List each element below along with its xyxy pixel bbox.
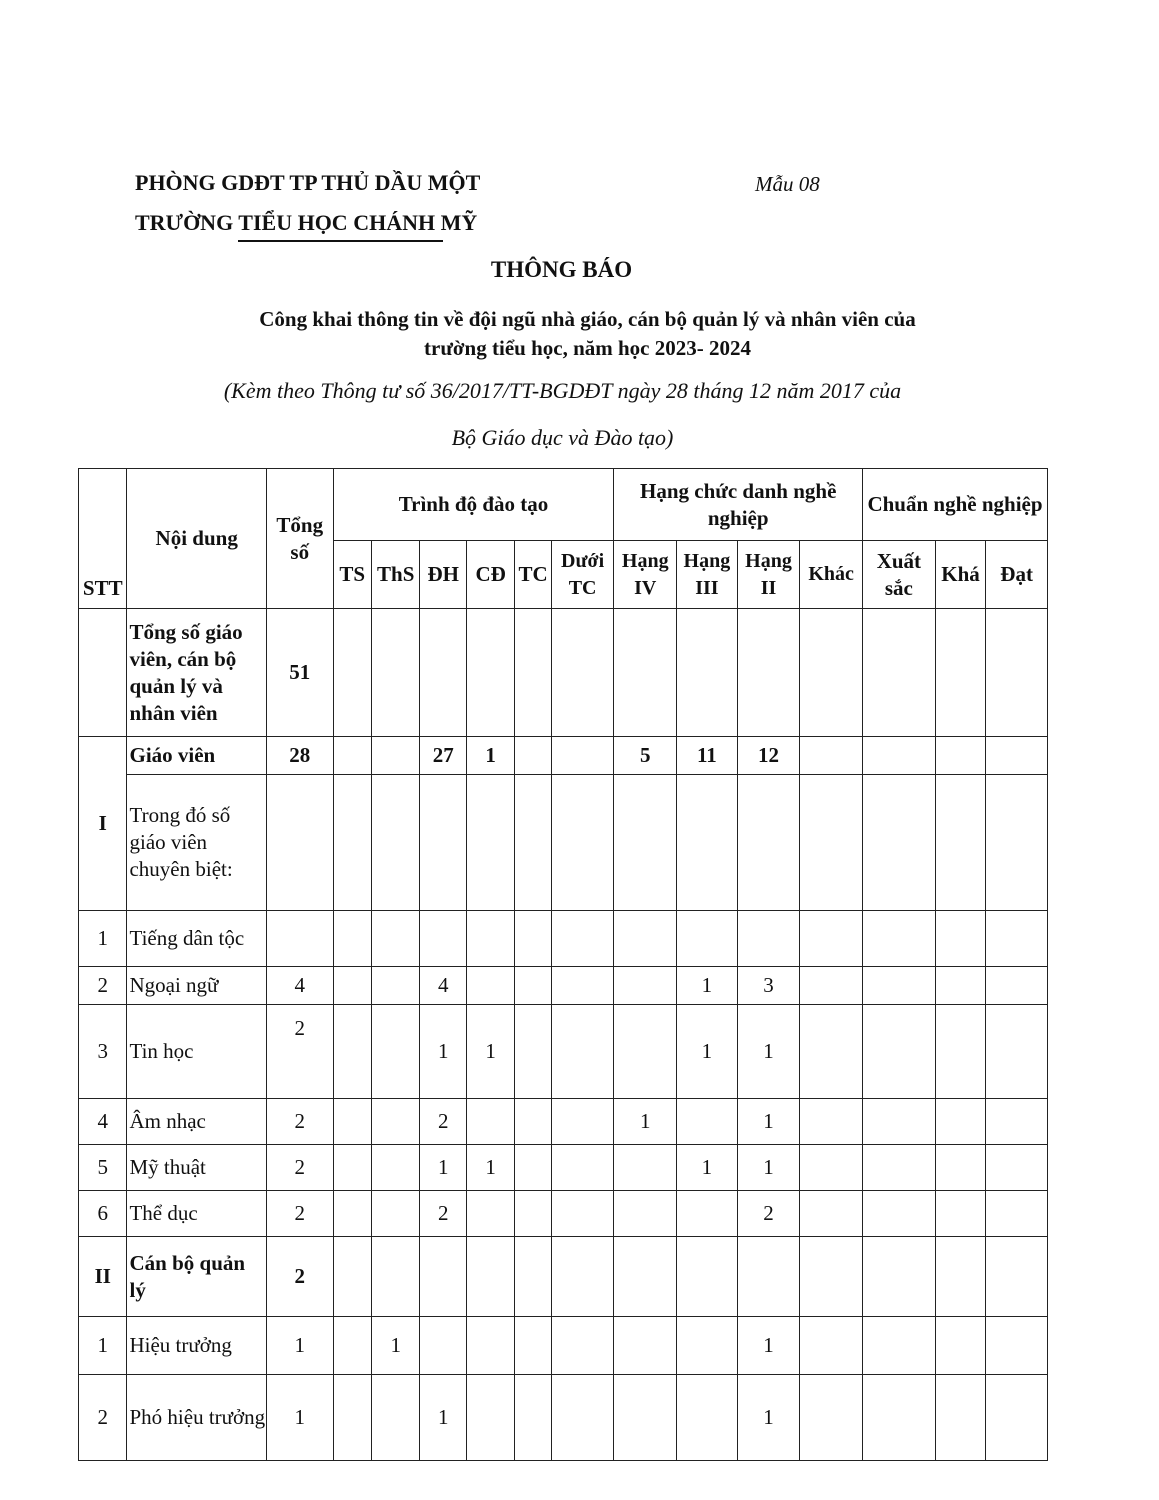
staff-table-body	[79, 609, 1048, 1461]
cell-hang-iv	[614, 1237, 677, 1317]
cell-tc	[515, 1145, 551, 1191]
cell-xuat-sac	[863, 775, 936, 911]
cell-dh: 27	[420, 737, 466, 775]
cell-ths	[371, 967, 419, 1005]
cell-total: 1	[266, 1317, 333, 1375]
header-training: Trình độ đào tạo	[333, 469, 614, 541]
cell-ths	[371, 609, 419, 737]
cell-duoi-tc	[551, 737, 614, 775]
cell-xuat-sac	[863, 967, 936, 1005]
cell-khac	[800, 1099, 863, 1145]
cell-xuat-sac	[863, 1237, 936, 1317]
cell-ts	[333, 911, 371, 967]
cell-ths: 1	[371, 1317, 419, 1375]
header-stt: STT	[79, 469, 127, 609]
cell-kha	[935, 1191, 986, 1237]
cell-hang-ii: 12	[737, 737, 800, 775]
cell-duoi-tc	[551, 1375, 614, 1461]
cell-kha	[935, 1145, 986, 1191]
cell-hang-iv	[614, 1145, 677, 1191]
cell-stt: 4	[79, 1099, 127, 1145]
cell-content: Phó hiệu trưởng	[127, 1375, 266, 1461]
header-rank: Hạng chức danh nghề nghiệp	[614, 469, 863, 541]
header-standard: Chuẩn nghề nghiệp	[863, 469, 1048, 541]
cell-dh: 4	[420, 967, 466, 1005]
cell-cd	[466, 1191, 514, 1237]
cell-hang-iii: 1	[677, 967, 738, 1005]
header-xuat-sac: Xuất sắc	[863, 541, 936, 609]
cell-ts	[333, 1005, 371, 1099]
cell-cd: 1	[466, 1145, 514, 1191]
cell-duoi-tc	[551, 1005, 614, 1099]
cell-ts	[333, 1237, 371, 1317]
cell-dh	[420, 911, 466, 967]
table-row	[79, 609, 1048, 737]
cell-khac	[800, 1145, 863, 1191]
cell-hang-iv	[614, 609, 677, 737]
cell-hang-iv	[614, 1375, 677, 1461]
header-content: Nội dung	[127, 469, 266, 609]
cell-stt: 2	[79, 1375, 127, 1461]
cell-khac	[800, 967, 863, 1005]
cell-hang-iv: 5	[614, 737, 677, 775]
cell-stt: 1	[79, 911, 127, 967]
header-khac: Khác	[800, 541, 863, 609]
cell-tc	[515, 737, 551, 775]
cell-ts	[333, 775, 371, 911]
cell-dh: 2	[420, 1099, 466, 1145]
cell-total: 2	[266, 1191, 333, 1237]
cell-xuat-sac	[863, 609, 936, 737]
subtitle-line-2: trường tiểu học, năm học 2023- 2024	[424, 336, 751, 360]
cell-duoi-tc	[551, 1191, 614, 1237]
cell-total: 2	[266, 1099, 333, 1145]
cell-kha	[935, 1005, 986, 1099]
cell-kha	[935, 967, 986, 1005]
cell-ths	[371, 737, 419, 775]
cell-hang-iv	[614, 1191, 677, 1237]
cell-content: Giáo viên	[127, 737, 266, 775]
cell-duoi-tc	[551, 1237, 614, 1317]
cell-duoi-tc	[551, 967, 614, 1005]
cell-ts	[333, 1191, 371, 1237]
cell-hang-iv	[614, 1005, 677, 1099]
cell-dh	[420, 1237, 466, 1317]
cell-hang-ii: 2	[737, 1191, 800, 1237]
cell-hang-iii	[677, 1191, 738, 1237]
cell-dat	[986, 1237, 1048, 1317]
table-row	[79, 1375, 1048, 1461]
cell-cd	[466, 609, 514, 737]
cell-dat	[986, 1317, 1048, 1375]
cell-cd	[466, 911, 514, 967]
cell-hang-ii: 1	[737, 1005, 800, 1099]
cell-cd	[466, 775, 514, 911]
header-total: Tổng số	[266, 469, 333, 609]
table-row	[79, 1145, 1048, 1191]
cell-tc	[515, 1099, 551, 1145]
cell-total: 51	[266, 609, 333, 737]
cell-khac	[800, 1375, 863, 1461]
cell-ths	[371, 1237, 419, 1317]
cell-duoi-tc	[551, 911, 614, 967]
table-row	[79, 1237, 1048, 1317]
cell-tc	[515, 1191, 551, 1237]
cell-stt: 2	[79, 967, 127, 1005]
cell-hang-ii: 1	[737, 1317, 800, 1375]
cell-hang-ii: 3	[737, 967, 800, 1005]
table-row	[79, 1099, 1048, 1145]
staff-table	[78, 468, 1048, 1461]
cell-ths	[371, 775, 419, 911]
table-row	[79, 1317, 1048, 1375]
cell-content: Âm nhạc	[127, 1099, 266, 1145]
cell-cd	[466, 1317, 514, 1375]
table-row	[79, 737, 1048, 775]
cell-khac	[800, 911, 863, 967]
cell-cd	[466, 1099, 514, 1145]
cell-tc	[515, 911, 551, 967]
cell-kha	[935, 911, 986, 967]
cell-total	[266, 775, 333, 911]
cell-cd	[466, 967, 514, 1005]
header-tc: TC	[515, 541, 551, 609]
cell-khac	[800, 1005, 863, 1099]
cell-tc	[515, 609, 551, 737]
cell-hang-ii: 1	[737, 1099, 800, 1145]
cell-khac	[800, 609, 863, 737]
cell-dat	[986, 1375, 1048, 1461]
cell-ts	[333, 967, 371, 1005]
cell-duoi-tc	[551, 775, 614, 911]
cell-stt: 5	[79, 1145, 127, 1191]
cell-content: Hiệu trưởng	[127, 1317, 266, 1375]
cell-dat	[986, 737, 1048, 775]
table-row	[79, 967, 1048, 1005]
cell-hang-iii	[677, 1237, 738, 1317]
table-row	[79, 1005, 1048, 1099]
cell-cd	[466, 1375, 514, 1461]
cell-dat	[986, 911, 1048, 967]
cell-hang-iv	[614, 967, 677, 1005]
cell-content: Mỹ thuật	[127, 1145, 266, 1191]
cell-dh	[420, 609, 466, 737]
cell-hang-ii	[737, 911, 800, 967]
cell-kha	[935, 775, 986, 911]
cell-tc	[515, 1317, 551, 1375]
header-ths: ThS	[371, 541, 419, 609]
header-dat: Đạt	[986, 541, 1048, 609]
cell-hang-iii	[677, 775, 738, 911]
table-row	[79, 1191, 1048, 1237]
cell-total: 28	[266, 737, 333, 775]
cell-content: Ngoại ngữ	[127, 967, 266, 1005]
cell-dh	[420, 775, 466, 911]
cell-hang-ii	[737, 1237, 800, 1317]
cell-kha	[935, 1237, 986, 1317]
cell-ts	[333, 609, 371, 737]
cell-xuat-sac	[863, 1145, 936, 1191]
header-hang-ii: Hạng II	[737, 541, 800, 609]
cell-ths	[371, 1191, 419, 1237]
cell-tc	[515, 967, 551, 1005]
cell-khac	[800, 775, 863, 911]
cell-hang-iii: 11	[677, 737, 738, 775]
header-hang-iii: Hạng III	[677, 541, 738, 609]
header-kha: Khá	[935, 541, 986, 609]
cell-kha	[935, 609, 986, 737]
document-subtitle	[135, 305, 1040, 363]
cell-hang-iii	[677, 609, 738, 737]
cell-tc	[515, 1237, 551, 1317]
cell-hang-iii: 1	[677, 1005, 738, 1099]
table-row	[79, 775, 1048, 911]
cell-dh: 1	[420, 1375, 466, 1461]
cell-hang-iv: 1	[614, 1099, 677, 1145]
cell-duoi-tc	[551, 1099, 614, 1145]
cell-xuat-sac	[863, 737, 936, 775]
header-underline	[238, 240, 443, 242]
cell-kha	[935, 1317, 986, 1375]
department-name: PHÒNG GDĐT TP THỦ DẦU MỘT	[135, 170, 481, 195]
cell-dh: 1	[420, 1005, 466, 1099]
cell-dh: 1	[420, 1145, 466, 1191]
cell-total: 2	[266, 1237, 333, 1317]
cell-hang-iii	[677, 911, 738, 967]
cell-xuat-sac	[863, 911, 936, 967]
cell-xuat-sac	[863, 1191, 936, 1237]
cell-total: 2	[266, 1145, 333, 1191]
cell-xuat-sac	[863, 1099, 936, 1145]
cell-dh: 2	[420, 1191, 466, 1237]
cell-dat	[986, 1005, 1048, 1099]
cell-ts	[333, 1317, 371, 1375]
cell-dat	[986, 609, 1048, 737]
cell-hang-iv	[614, 911, 677, 967]
cell-xuat-sac	[863, 1375, 936, 1461]
legal-note-line-2: Bộ Giáo dục và Đào tạo)	[451, 425, 674, 450]
cell-dat	[986, 1145, 1048, 1191]
cell-ts	[333, 1099, 371, 1145]
cell-dat	[986, 1191, 1048, 1237]
cell-ths	[371, 1099, 419, 1145]
cell-kha	[935, 737, 986, 775]
cell-hang-ii	[737, 609, 800, 737]
cell-stt: I	[79, 737, 127, 911]
table-row	[79, 911, 1048, 967]
subtitle-line-1: Công khai thông tin về đội ngũ nhà giáo, cán bộ quản lý và nhân viên của	[259, 307, 916, 331]
cell-dat	[986, 1099, 1048, 1145]
header-duoi-tc: Dưới TC	[551, 541, 614, 609]
cell-hang-iii	[677, 1099, 738, 1145]
cell-duoi-tc	[551, 1317, 614, 1375]
cell-content: Cán bộ quản lý	[127, 1237, 266, 1317]
document-title: THÔNG BÁO	[490, 257, 633, 282]
cell-duoi-tc	[551, 609, 614, 737]
cell-content: Thể dục	[127, 1191, 266, 1237]
cell-stt: II	[79, 1237, 127, 1317]
cell-tc	[515, 775, 551, 911]
cell-stt: 1	[79, 1317, 127, 1375]
cell-hang-iv	[614, 775, 677, 911]
school-name: TRƯỜNG TIỂU HỌC CHÁNH MỸ	[135, 210, 478, 235]
cell-stt: 3	[79, 1005, 127, 1099]
cell-hang-iii: 1	[677, 1145, 738, 1191]
cell-cd: 1	[466, 1005, 514, 1099]
cell-content: Tin học	[127, 1005, 266, 1099]
cell-ths	[371, 1375, 419, 1461]
cell-xuat-sac	[863, 1005, 936, 1099]
cell-hang-ii	[737, 775, 800, 911]
cell-xuat-sac	[863, 1317, 936, 1375]
header-ts: TS	[333, 541, 371, 609]
cell-khac	[800, 1237, 863, 1317]
cell-hang-iii	[677, 1317, 738, 1375]
cell-stt	[79, 609, 127, 737]
cell-ths	[371, 911, 419, 967]
cell-tc	[515, 1375, 551, 1461]
cell-ths	[371, 1145, 419, 1191]
cell-hang-ii: 1	[737, 1145, 800, 1191]
cell-stt: 6	[79, 1191, 127, 1237]
header-cd: CĐ	[466, 541, 514, 609]
header-dh: ĐH	[420, 541, 466, 609]
cell-content: Tổng số giáo viên, cán bộ quản lý và nhân viên	[127, 609, 266, 737]
cell-cd	[466, 1237, 514, 1317]
cell-khac	[800, 1317, 863, 1375]
header-hang-iv: Hạng IV	[614, 541, 677, 609]
cell-tc	[515, 1005, 551, 1099]
form-code: Mẫu 08	[755, 172, 820, 196]
cell-cd: 1	[466, 737, 514, 775]
cell-total: 4	[266, 967, 333, 1005]
cell-total	[266, 911, 333, 967]
cell-khac	[800, 1191, 863, 1237]
cell-kha	[935, 1099, 986, 1145]
cell-ts	[333, 737, 371, 775]
cell-duoi-tc	[551, 1145, 614, 1191]
cell-hang-iii	[677, 1375, 738, 1461]
cell-total: 2	[266, 1005, 333, 1099]
cell-total: 1	[266, 1375, 333, 1461]
cell-khac	[800, 737, 863, 775]
cell-dat	[986, 775, 1048, 911]
legal-note-line-1: (Kèm theo Thông tư số 36/2017/TT-BGDĐT ngày 28 tháng 12 năm 2017 của	[223, 378, 902, 403]
cell-ths	[371, 1005, 419, 1099]
cell-content: Trong đó số giáo viên chuyên biệt:	[127, 775, 266, 911]
cell-hang-iv	[614, 1317, 677, 1375]
cell-kha	[935, 1375, 986, 1461]
cell-ts	[333, 1375, 371, 1461]
cell-dat	[986, 967, 1048, 1005]
cell-dh	[420, 1317, 466, 1375]
cell-content: Tiếng dân tộc	[127, 911, 266, 967]
cell-ts	[333, 1145, 371, 1191]
cell-hang-ii: 1	[737, 1375, 800, 1461]
